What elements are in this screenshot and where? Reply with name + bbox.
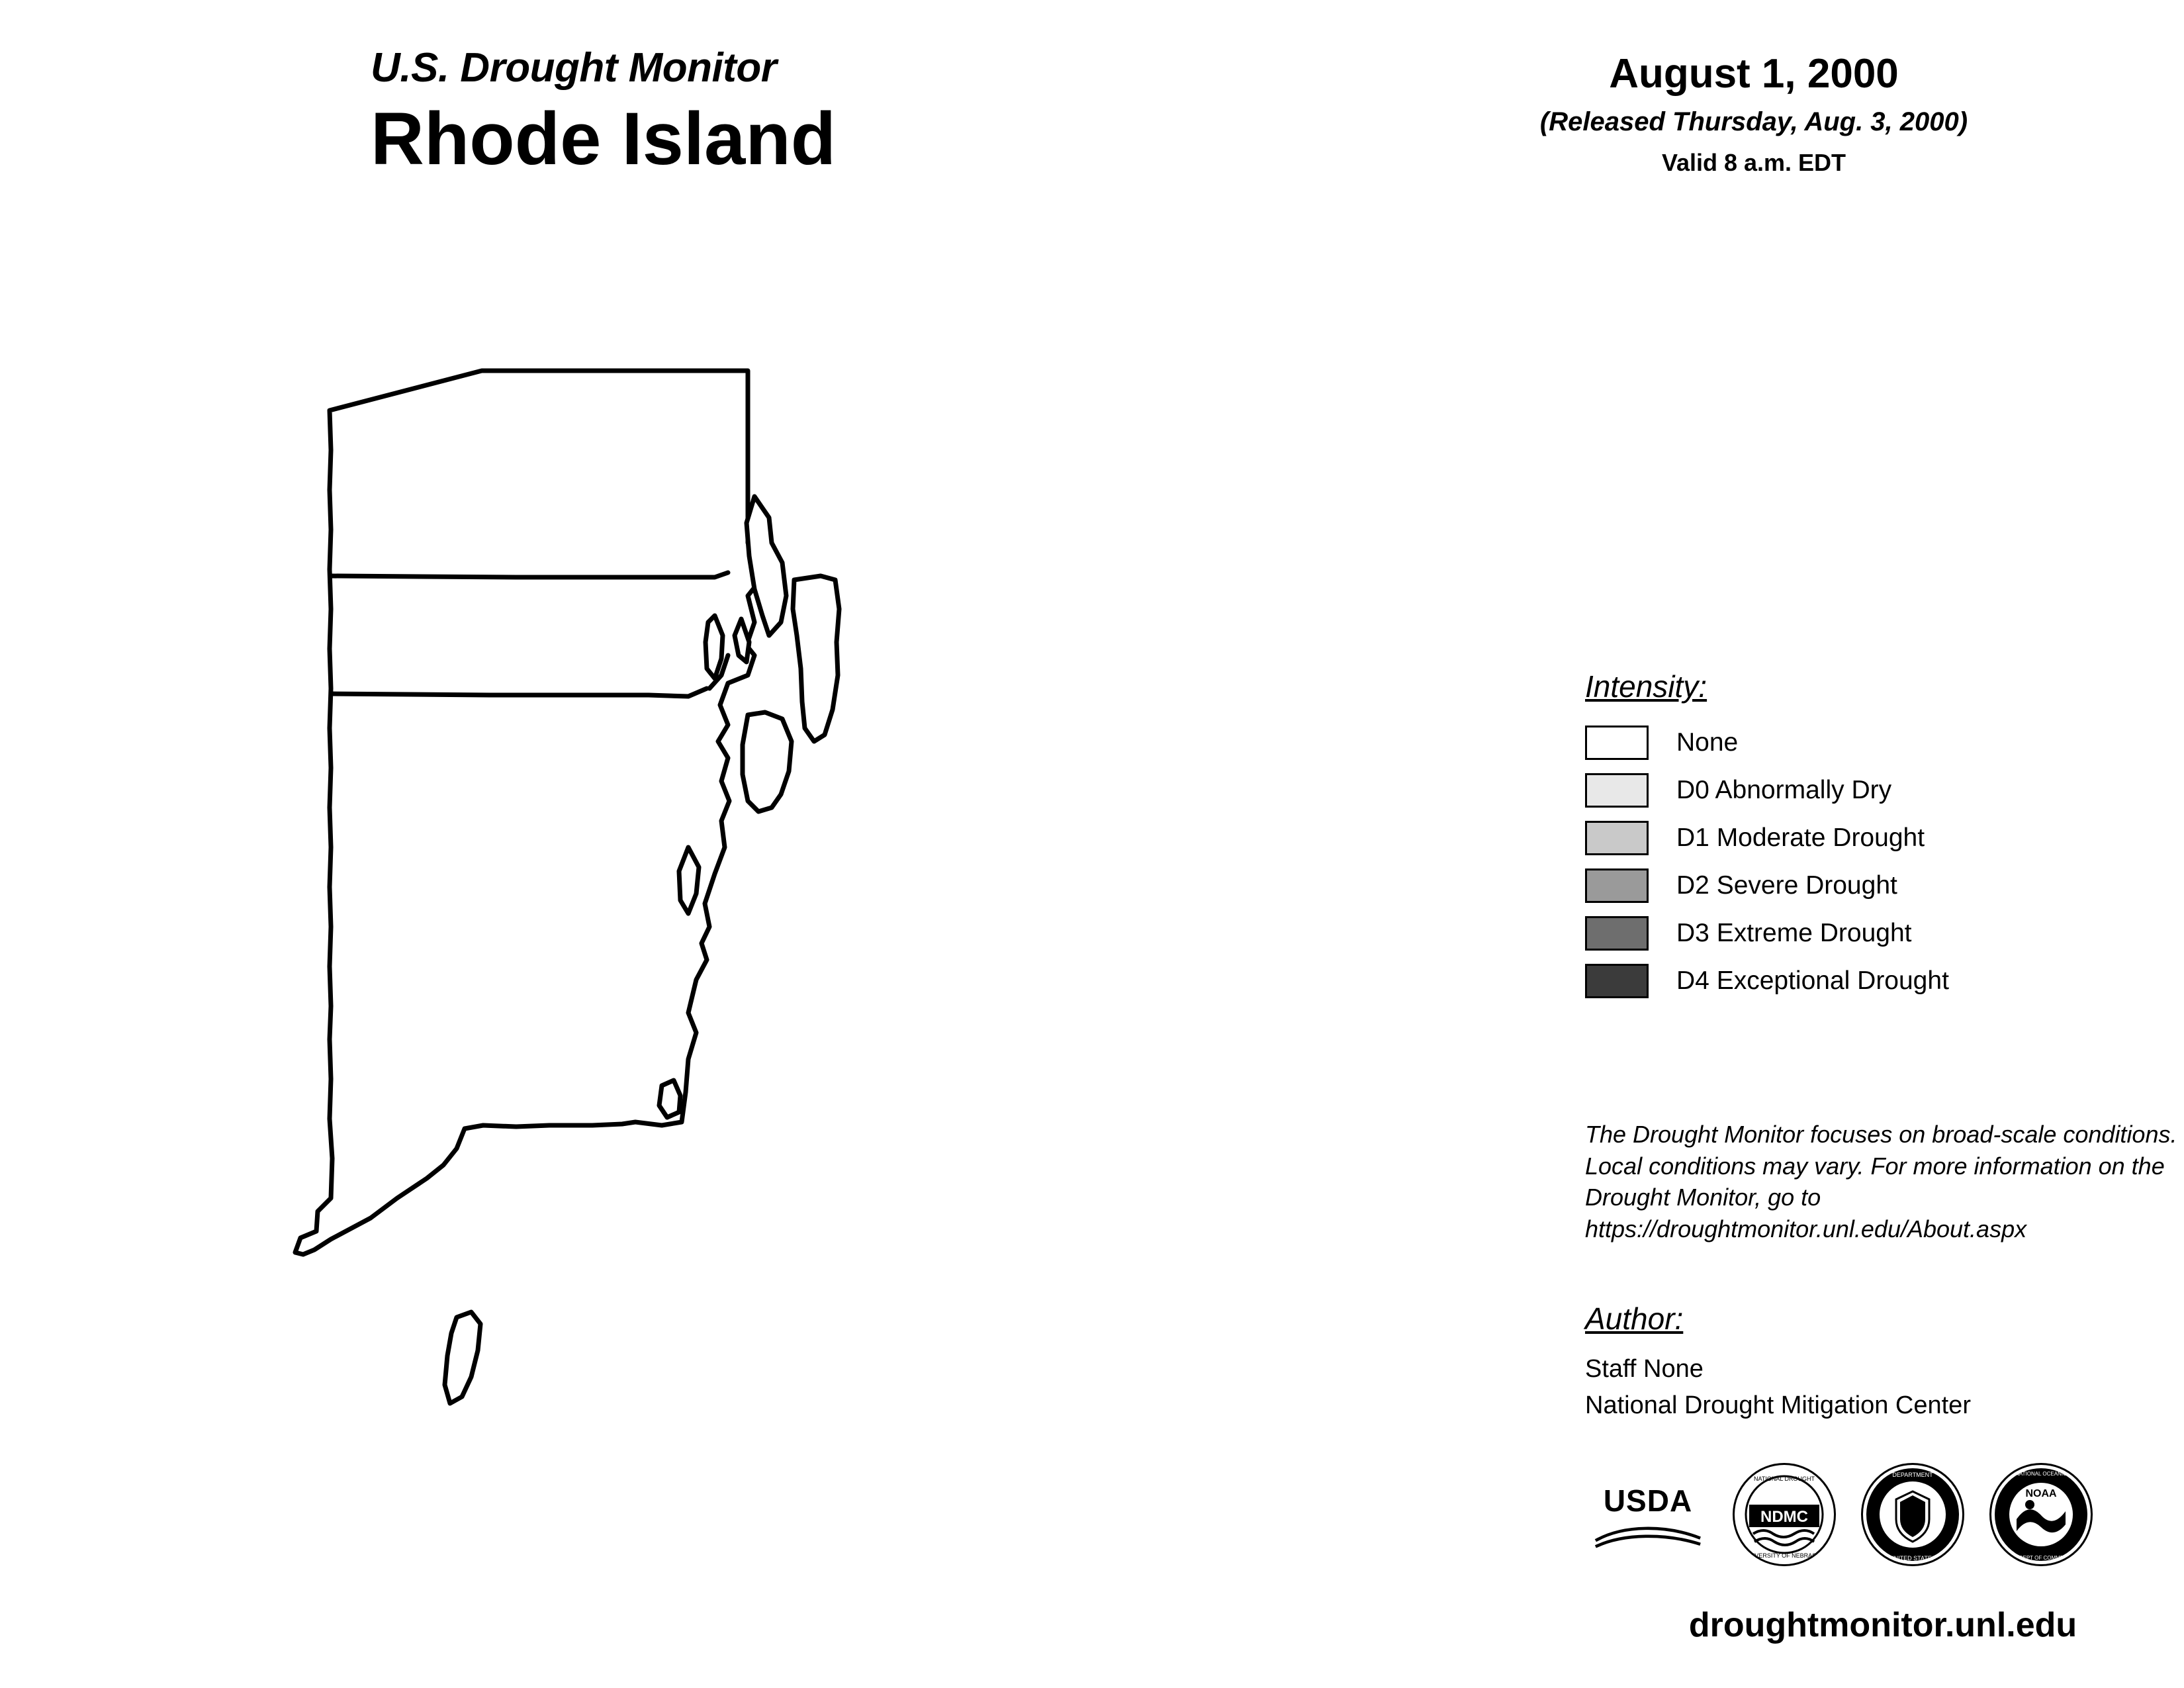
author-name: Staff None — [1585, 1355, 1704, 1383]
island-small-bay — [659, 1080, 680, 1117]
legend-title: Intensity: — [1585, 669, 1707, 704]
legend-swatch-d3 — [1585, 916, 1649, 951]
legend-label-d2: D2 Severe Drought — [1676, 871, 1897, 900]
svg-text:UNITED STATES: UNITED STATES — [1889, 1554, 1936, 1562]
svg-text:NATIONAL DROUGHT: NATIONAL DROUGHT — [1753, 1475, 1815, 1482]
legend-label-d1: D1 Moderate Drought — [1676, 823, 1925, 852]
footer-url[interactable]: droughtmonitor.unl.edu — [1688, 1606, 2077, 1644]
header-right — [1443, 52, 2065, 177]
legend-label-d0: D0 Abnormally Dry — [1676, 776, 1892, 804]
svg-text:NDMC: NDMC — [1760, 1507, 1808, 1526]
legend-item-d1 — [1585, 814, 2115, 862]
map-date: August 1, 2000 — [1609, 51, 1899, 97]
author-affiliation: National Drought Mitigation Center — [1585, 1391, 1971, 1420]
ndmc-logo — [1733, 1463, 1836, 1566]
legend-item-d3 — [1585, 910, 2115, 957]
legend-swatch-none — [1585, 726, 1649, 760]
legend-item-d2 — [1585, 862, 2115, 910]
logo-row — [1588, 1453, 2171, 1575]
svg-text:U.S. DEPT OF COMMERCE: U.S. DEPT OF COMMERCE — [2007, 1554, 2075, 1561]
legend-swatch-d4 — [1585, 964, 1649, 998]
legend-swatch-d2 — [1585, 868, 1649, 903]
legend-item-d0 — [1585, 767, 2115, 814]
noaa-logo — [1989, 1463, 2093, 1566]
author-block — [1585, 1301, 2181, 1424]
author-title: Author: — [1585, 1301, 1684, 1336]
page-title: Rhode Island — [371, 97, 837, 181]
header-left — [371, 46, 1099, 181]
island-conanicut — [705, 616, 723, 679]
block-island — [445, 1312, 480, 1403]
program-title: U.S. Drought Monitor — [371, 45, 777, 91]
legend-swatch-d0 — [1585, 773, 1649, 808]
island-tiverton-block — [743, 712, 792, 812]
state-outline — [295, 371, 762, 1254]
release-date: (Released Thursday, Aug. 3, 2000) — [1539, 107, 1968, 137]
svg-text:DEPARTMENT: DEPARTMENT — [1892, 1471, 1933, 1478]
island-east-bay — [793, 576, 839, 741]
rhode-island-drought-map — [291, 344, 1416, 1602]
legend-label-d3: D3 Extreme Drought — [1676, 919, 1912, 947]
svg-text:UNIVERSITY OF NEBRASKA: UNIVERSITY OF NEBRASKA — [1744, 1552, 1825, 1559]
legend-item-d4 — [1585, 957, 2115, 1005]
disclaimer-text: The Drought Monitor focuses on broad-scale conditions. Local conditions may vary. For more information on the Drought Monitor, go to https://droughtmonitor.unl.edu/About.aspx — [1585, 1121, 2177, 1243]
legend-item-none — [1585, 719, 2115, 767]
svg-text:NOAA: NOAA — [2025, 1487, 2057, 1499]
legend-label-none: None — [1676, 728, 1739, 757]
svg-text:NATIONAL OCEANIC: NATIONAL OCEANIC — [2015, 1470, 2067, 1477]
valid-time: Valid 8 a.m. EDT — [1661, 149, 1846, 177]
legend-swatch-d1 — [1585, 821, 1649, 855]
usda-logo-text: USDA — [1603, 1483, 1693, 1518]
legend-label-d4: D4 Exceptional Drought — [1676, 966, 1949, 995]
usda-logo — [1588, 1475, 1707, 1554]
legend — [1585, 669, 2115, 1005]
usda-seal-logo — [1861, 1463, 1964, 1566]
